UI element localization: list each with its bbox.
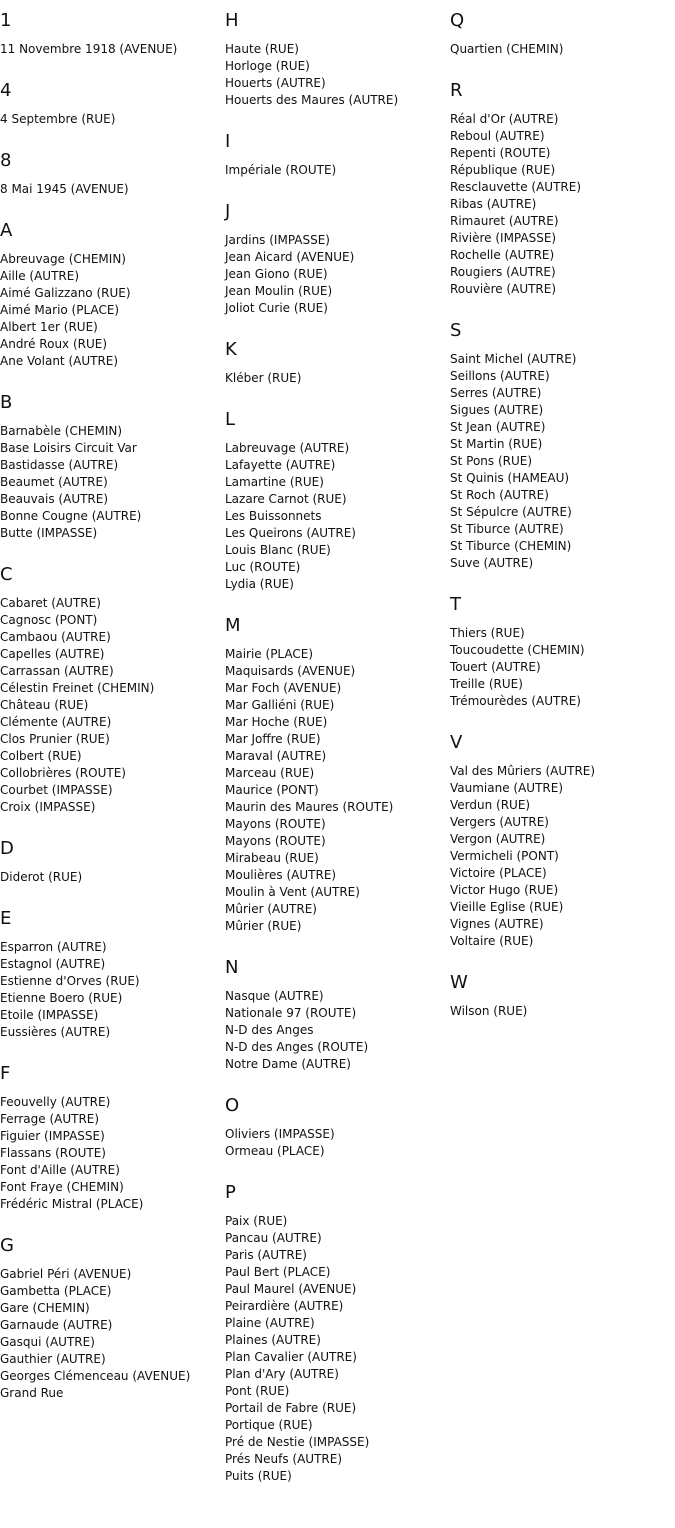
street-name: Les Buissonnets [225,509,322,523]
street-name: Esparron (AUTRE) [0,940,107,954]
street-name: Victoire (PLACE) [450,866,547,880]
street-name: St Martin (RUE) [450,437,543,451]
street-name: Rouvière (AUTRE) [450,282,557,296]
street-name: Aimé Galizzano (RUE) [0,286,131,300]
street-name: Houerts (AUTRE) [225,76,326,90]
street-name: Abreuvage (CHEMIN) [0,252,126,266]
street-name: Lydia (RUE) [225,577,294,591]
street-name: Gambetta (PLACE) [0,1284,112,1298]
street-name: Plan d'Ary (AUTRE) [225,1367,339,1381]
street-name: Rivière (IMPASSE) [450,231,557,245]
letter-heading: R [450,80,463,101]
street-name: St Pons (RUE) [450,454,533,468]
street-name: Font d'Aille (AUTRE) [0,1163,120,1177]
letter-group [0,150,224,198]
street-name: Labreuvage (AUTRE) [225,441,350,455]
street-name: Eussières (AUTRE) [0,1025,111,1039]
letter-group [0,564,224,816]
street-name: Maurin des Maures (ROUTE) [225,800,394,814]
street-name: Quartien (CHEMIN) [450,42,564,56]
street-name: Impériale (ROUTE) [225,163,337,177]
letter-heading: 8 [0,150,12,171]
street-name: Estienne d'Orves (RUE) [0,974,140,988]
street-name: Resclauvette (AUTRE) [450,180,582,194]
street-name: Butte (IMPASSE) [0,526,98,540]
street-index-column-1 [0,10,224,1424]
letter-group [0,908,224,1041]
letter-group [450,320,674,572]
letter-heading: B [0,392,13,413]
street-name: Peirardière (AUTRE) [225,1299,344,1313]
street-name: Cagnosc (PONT) [0,613,98,627]
street-name: Ormeau (PLACE) [225,1144,325,1158]
street-name: Figuier (IMPASSE) [0,1129,105,1143]
letter-group [0,80,224,128]
letter-group [225,409,449,593]
letter-group [225,957,449,1073]
letter-heading: V [450,732,463,753]
street-name: Jardins (IMPASSE) [225,233,330,247]
street-name: Verdun (RUE) [450,798,531,812]
street-name: St Sépulcre (AUTRE) [450,505,572,519]
street-name: Collobrières (ROUTE) [0,766,126,780]
street-name: Portique (RUE) [225,1418,313,1432]
street-name: Les Queirons (AUTRE) [225,526,356,540]
street-name: Louis Blanc (RUE) [225,543,331,557]
street-name: Kléber (RUE) [225,371,302,385]
street-name: Serres (AUTRE) [450,386,542,400]
letter-heading: N [225,957,239,978]
street-name: Gabriel Péri (AVENUE) [0,1267,132,1281]
street-name: Touert (AUTRE) [450,660,541,674]
street-name: Repenti (ROUTE) [450,146,551,160]
street-name: Suve (AUTRE) [450,556,534,570]
street-name: André Roux (RUE) [0,337,108,351]
street-name: N-D des Anges (ROUTE) [225,1040,369,1054]
street-name: St Tiburce (AUTRE) [450,522,564,536]
street-name: Vaumiane (AUTRE) [450,781,564,795]
street-name: Diderot (RUE) [0,870,83,884]
street-name: Gauthier (AUTRE) [0,1352,106,1366]
letter-group [450,10,674,58]
street-name: Thiers (RUE) [450,626,525,640]
street-name: Trémourèdes (AUTRE) [450,694,581,708]
street-name: 11 Novembre 1918 (AVENUE) [0,42,178,56]
street-name: Clémente (AUTRE) [0,715,112,729]
street-name: Vergers (AUTRE) [450,815,549,829]
street-name: Moulières (AUTRE) [225,868,337,882]
street-name: Plaine (AUTRE) [225,1316,315,1330]
street-name: Cambaou (AUTRE) [0,630,111,644]
letter-group [450,732,674,950]
street-name: Mar Foch (AVENUE) [225,681,342,695]
street-name: Mairie (PLACE) [225,647,314,661]
street-name: Houerts des Maures (AUTRE) [225,93,399,107]
street-name: Mar Galliéni (RUE) [225,698,335,712]
street-name: Font Fraye (CHEMIN) [0,1180,124,1194]
street-name: Etienne Boero (RUE) [0,991,123,1005]
street-name: Clos Prunier (RUE) [0,732,110,746]
street-name: Nasque (AUTRE) [225,989,324,1003]
letter-heading: G [0,1235,14,1256]
street-name: Prés Neufs (AUTRE) [225,1452,343,1466]
street-name: Paul Maurel (AVENUE) [225,1282,357,1296]
street-name: Rimauret (AUTRE) [450,214,559,228]
street-name: Mirabeau (RUE) [225,851,319,865]
street-index-column-2 [225,10,449,1507]
letter-group [225,339,449,387]
letter-group [225,615,449,935]
street-name: Pré de Nestie (IMPASSE) [225,1435,370,1449]
street-name: Jean Moulin (RUE) [225,284,333,298]
street-name: Lafayette (AUTRE) [225,458,336,472]
street-name: Frédéric Mistral (PLACE) [0,1197,144,1211]
street-name: Cabaret (AUTRE) [0,596,101,610]
street-name: Albert 1er (RUE) [0,320,98,334]
letter-heading: H [225,10,239,31]
letter-heading: L [225,409,236,430]
letter-group [0,392,224,542]
letter-group [0,1063,224,1213]
street-name: 8 Mai 1945 (AVENUE) [0,182,129,196]
street-name: Garnaude (AUTRE) [0,1318,113,1332]
street-name: Plaines (AUTRE) [225,1333,321,1347]
street-name: Haute (RUE) [225,42,299,56]
street-name: Jean Giono (RUE) [225,267,328,281]
street-name: Seillons (AUTRE) [450,369,550,383]
street-name: Georges Clémenceau (AVENUE) [0,1369,191,1383]
street-name: Pancau (AUTRE) [225,1231,322,1245]
letter-heading: Q [450,10,465,31]
street-name: Oliviers (IMPASSE) [225,1127,335,1141]
letter-group [0,10,224,58]
street-name: Vergon (AUTRE) [450,832,546,846]
letter-heading: D [0,838,14,859]
street-name: Aimé Mario (PLACE) [0,303,120,317]
street-name: Estagnol (AUTRE) [0,957,106,971]
street-name: Nationale 97 (ROUTE) [225,1006,357,1020]
street-name: Mûrier (RUE) [225,919,302,933]
street-name: Treille (RUE) [450,677,523,691]
letter-heading: M [225,615,241,636]
street-name: Rochelle (AUTRE) [450,248,555,262]
street-name: Moulin à Vent (AUTRE) [225,885,360,899]
street-name: Célestin Freinet (CHEMIN) [0,681,155,695]
street-name: Bonne Cougne (AUTRE) [0,509,142,523]
street-name: Capelles (AUTRE) [0,647,105,661]
letter-heading: I [225,131,231,152]
street-name: Ferrage (AUTRE) [0,1112,100,1126]
street-name: Gare (CHEMIN) [0,1301,90,1315]
street-name: Carrassan (AUTRE) [0,664,114,678]
street-name: Grand Rue [0,1386,64,1400]
street-name: Colbert (RUE) [0,749,82,763]
letter-heading: C [0,564,13,585]
street-name: Notre Dame (AUTRE) [225,1057,351,1071]
letter-group [0,220,224,370]
letter-heading: K [225,339,237,360]
street-name: Jean Aicard (AVENUE) [225,250,355,264]
street-name: Château (RUE) [0,698,89,712]
street-name: Paix (RUE) [225,1214,288,1228]
street-name: Horloge (RUE) [225,59,310,73]
street-name: Luc (ROUTE) [225,560,301,574]
street-name: Voltaire (RUE) [450,934,534,948]
street-name: Lazare Carnot (RUE) [225,492,347,506]
street-name: Puits (RUE) [225,1469,292,1483]
street-name: Mayons (ROUTE) [225,817,326,831]
street-name: République (RUE) [450,163,556,177]
street-name: St Quinis (HAMEAU) [450,471,570,485]
street-name: Vignes (AUTRE) [450,917,544,931]
letter-heading: F [0,1063,11,1084]
letter-group [450,594,674,710]
letter-group [225,10,449,109]
street-name: 4 Septembre (RUE) [0,112,116,126]
street-name: Courbet (IMPASSE) [0,783,113,797]
letter-heading: O [225,1095,240,1116]
street-name: Plan Cavalier (AUTRE) [225,1350,357,1364]
street-name: Beaumet (AUTRE) [0,475,108,489]
street-index-column-3 [450,10,674,1042]
letter-heading: E [0,908,12,929]
letter-group [225,1095,449,1160]
letter-group [225,131,449,179]
street-name: Beauvais (AUTRE) [0,492,109,506]
street-name: Paris (AUTRE) [225,1248,307,1262]
street-name: Ane Volant (AUTRE) [0,354,119,368]
street-name: Réal d'Or (AUTRE) [450,112,559,126]
street-name: St Roch (AUTRE) [450,488,549,502]
letter-group [450,972,674,1020]
street-name: Saint Michel (AUTRE) [450,352,577,366]
street-name: Croix (IMPASSE) [0,800,96,814]
letter-group [450,80,674,298]
street-name: Sigues (AUTRE) [450,403,544,417]
street-name: Maurice (PONT) [225,783,319,797]
letter-heading: A [0,220,13,241]
letter-heading: 4 [0,80,12,101]
letter-group [0,1235,224,1402]
street-name: Marceau (RUE) [225,766,315,780]
letter-heading: W [450,972,468,993]
street-name: Mar Hoche (RUE) [225,715,328,729]
letter-group [225,201,449,317]
street-name: Val des Mûriers (AUTRE) [450,764,596,778]
street-name: Flassans (ROUTE) [0,1146,106,1160]
street-name: Vermicheli (PONT) [450,849,559,863]
street-name: Lamartine (RUE) [225,475,324,489]
street-name: Gasqui (AUTRE) [0,1335,95,1349]
street-name: Rougiers (AUTRE) [450,265,556,279]
street-name: Feouvelly (AUTRE) [0,1095,111,1109]
letter-heading: J [225,201,231,222]
street-name: N-D des Anges [225,1023,314,1037]
street-name: Paul Bert (PLACE) [225,1265,331,1279]
letter-heading: T [450,594,461,615]
street-name: Maquisards (AVENUE) [225,664,356,678]
street-name: Vieille Eglise (RUE) [450,900,564,914]
street-name: Portail de Fabre (RUE) [225,1401,357,1415]
letter-heading: P [225,1182,236,1203]
street-name: Maraval (AUTRE) [225,749,327,763]
street-name: Mar Joffre (RUE) [225,732,321,746]
street-name: Wilson (RUE) [450,1004,528,1018]
street-name: Toucoudette (CHEMIN) [450,643,585,657]
letter-group [225,1182,449,1485]
street-name: Joliot Curie (RUE) [225,301,328,315]
street-name: Mûrier (AUTRE) [225,902,317,916]
street-name: Pont (RUE) [225,1384,290,1398]
street-name: Barnabèle (CHEMIN) [0,424,123,438]
street-name: Etoile (IMPASSE) [0,1008,99,1022]
street-name: Mayons (ROUTE) [225,834,326,848]
street-name: Aille (AUTRE) [0,269,80,283]
street-name: Victor Hugo (RUE) [450,883,559,897]
street-name: Base Loisirs Circuit Var [0,441,137,455]
letter-group [0,838,224,886]
letter-heading: 1 [0,10,12,31]
letter-heading: S [450,320,462,341]
street-name: Bastidasse (AUTRE) [0,458,119,472]
street-name: Ribas (AUTRE) [450,197,537,211]
street-name: St Jean (AUTRE) [450,420,546,434]
street-name: Reboul (AUTRE) [450,129,545,143]
street-name: St Tiburce (CHEMIN) [450,539,572,553]
